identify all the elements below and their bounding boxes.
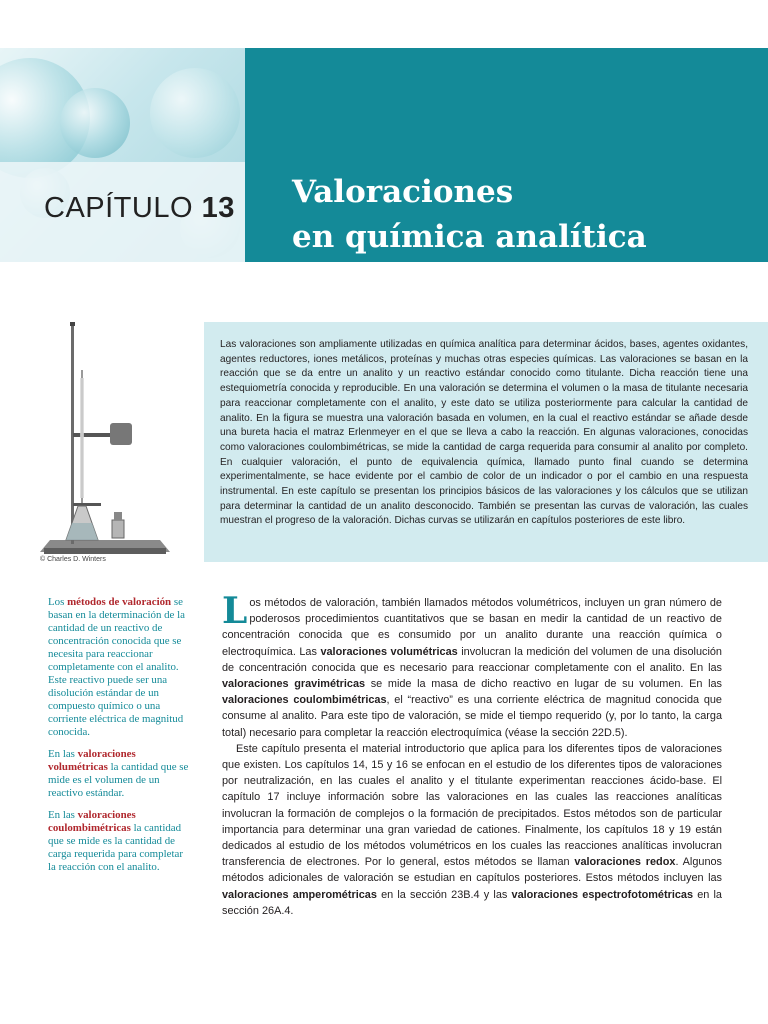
titration-apparatus-photo [40, 318, 170, 556]
body-text [222, 590, 723, 919]
chapter-label [0, 162, 245, 262]
photo-credit: © Charles D. Winters [40, 556, 106, 563]
margin-term: métodos de valoración [67, 596, 172, 608]
chapter-number-label [44, 192, 235, 225]
margin-term: valoraciones volumétricas [48, 748, 136, 773]
margin-notes [48, 596, 193, 883]
margin-term: valoraciones coulombimétricas [48, 809, 136, 834]
chapter-title-line2: en química analítica [292, 219, 647, 255]
intro-box [204, 322, 768, 562]
body-paragraph-1: Los métodos de valoración, también llamados métodos volumétricos, incluyen un gran número de poderosos procedimientos cuantitativos que se basan en medir la cantidad de un reactivo de concentración conocida que es consumido por un analito durante una reacción química o electroquímica. Las valoraciones volumétricas involucran la medición del volumen de una disolución de concentración conocida que es necesario para reaccionar completamente con el analito. En las valoraciones gravimétricas se mide la masa de dicho reactivo en lugar de su volumen. En las valoraciones coulombimétricas, el “reactivo” es una corriente eléctrica de magnitud conocida que consume al analito. Para este tipo de valoración, se mide el tiempo requerido (y, por lo tanto, la carga total) necesario para completar la reacción electroquímica (véase la sección 22D.5). [222, 590, 722, 739]
margin-note-1: Los métodos de valoración se basan en la determinación de la cantidad de un reactivo de concentración conocida que se necesita para reaccionar completamente con el analito. Este reactivo puede ser una disolución estándar de un compuesto químico o una corriente eléctrica de magnitud conocida. [48, 596, 185, 738]
body-paragraph-2: Este capítulo presenta el material introductorio que aplica para los diferentes tipos de valoraciones que existen. Los capítulos 14, 15 y 16 se enfocan en el estudio de los diferentes tipos de valoraciones por neutralización, en las cuales el analito y el titulante experimentan reacciones ácido-base. El capítulo 17 incluye información sobre las valoraciones en las cuales las reacciones analíticas involucran la formación de complejos o la formación de precipitados. Estos métodos son de particular importancia para determinar una gran variedad de cationes. Finalmente, los capítulos 18 y 19 están dedicados al estudio de los métodos volumétricos en los cuales las reacciones analíticas involucran transferencia de electrones. Por lo general, estos métodos se llaman valoraciones redox. Algunos métodos adicionales de valoración se estudian en capítulos posteriores. Estos métodos incluyen las valoraciones amperométricas en la sección 23B.4 y las valoraciones espectrofotométricas en la sección 26A.4. [222, 742, 723, 917]
margin-note-3: En las valoraciones coulombimétricas la cantidad que se mide es la cantidad de carga requerida para completar la reacción con el analito. [48, 809, 183, 873]
chapter-number: 13 [201, 192, 235, 224]
chapter-title-line1: Valoraciones [292, 174, 514, 210]
chapter-word: CAPÍTULO [44, 192, 194, 224]
drop-cap: L [222, 590, 248, 632]
chapter-title [292, 170, 752, 260]
margin-note-2: En las valoraciones volumétricas la cantidad que se mide es el volumen de un reactivo estándar. [48, 748, 189, 799]
intro-paragraph: Las valoraciones son ampliamente utilizadas en química analítica para determinar ácidos, bases, agentes oxidantes, agentes reductores, iones metálicos, proteínas y muchas otras especies químicas. Las valoraciones se basan en la reacción que se da entre un analito y un reactivo estándar conocido como titulante. Dicha reacción tiene una estequiometría conocida y reproducible. En una valoración se determina el volumen o la masa de titulante necesaria para reaccionar completamente con el analito, y este dato se utiliza posteriormente para calcular la cantidad de analito. En la figura se muestra una valoración basada en volumen, en la cual el reactivo estándar se añade desde una bureta hacia el matraz Erlenmeyer en el que se lleva a cabo la reacción. En algunas valoraciones, conocidas como valoraciones coulombimétricas, se mide la cantidad de carga requerida para consumir al analito por completo. En cualquier valoración, el punto de equivalencia química, llamado punto final cuando se determina experimentalmente, se hace evidente por el cambio de color de un indicador o por el cambio en una respuesta instrumental. En este capítulo se presentan los principios básicos de las valoraciones y los cálculos que se utilizan para determinar la cantidad de un analito desconocido. También se presentan las curvas de valoración, las cuales muestran el progreso de la valoración. Dichas curvas se utilizarán en capítulos posteriores de este libro. [220, 339, 748, 527]
